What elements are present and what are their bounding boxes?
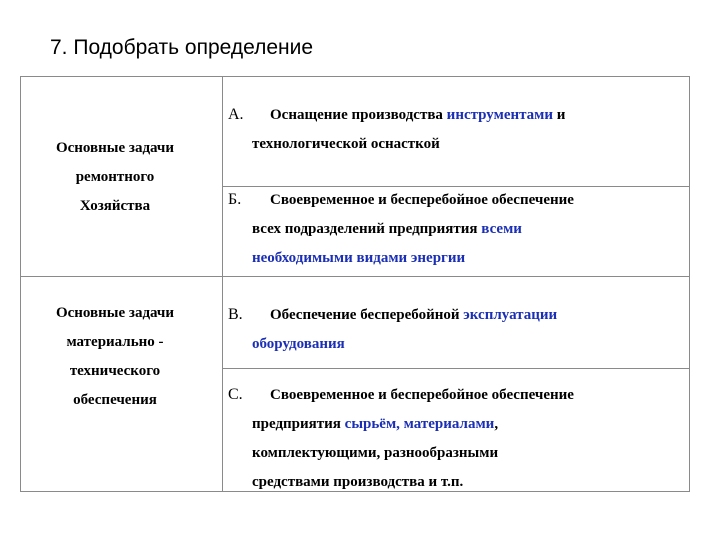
left-group-line: материально - xyxy=(66,334,164,350)
highlighted-term: оборудования xyxy=(252,336,345,352)
left-group-line: Основные задачи xyxy=(55,305,175,321)
definition-line xyxy=(228,300,684,330)
definition-line xyxy=(228,185,684,215)
definition-b xyxy=(228,185,684,273)
definition-line xyxy=(228,410,684,439)
definition-text: Своевременное и бесперебойное обеспечение xyxy=(270,192,574,208)
definition-letter: А. xyxy=(228,106,244,123)
definition-text: Своевременное и бесперебойное обеспечение xyxy=(270,387,574,403)
definition-text: Оснащение производства xyxy=(270,107,447,123)
definition-line xyxy=(228,439,684,468)
definition-line xyxy=(228,380,684,410)
definition-text: комплектующими, разнообразными xyxy=(252,445,499,461)
definition-text: всех подразделений предприятия xyxy=(252,221,482,237)
column-divider xyxy=(222,76,223,492)
definition-line xyxy=(228,130,684,159)
left-group-line: Основные задачи xyxy=(55,140,175,156)
left-group-supply xyxy=(30,299,200,415)
slide-title: 7. Подобрать определение xyxy=(50,36,314,59)
highlighted-term: сырьём, материалами xyxy=(344,416,495,432)
definition-letter: Б. xyxy=(228,191,242,208)
definition-text: предприятия xyxy=(252,416,345,432)
definition-line xyxy=(228,215,684,244)
definition-line xyxy=(228,468,684,497)
left-group-line: Хозяйства xyxy=(79,198,151,214)
definition-letter: В. xyxy=(228,306,243,323)
left-group-line: ремонтного xyxy=(75,169,155,185)
row-divider-2 xyxy=(20,276,690,277)
definition-line xyxy=(228,100,684,130)
left-group-line: обеспечения xyxy=(73,392,157,408)
row-divider-3 xyxy=(222,368,690,369)
definition-a xyxy=(228,100,684,159)
definition-letter: С. xyxy=(228,386,243,403)
definition-text: , xyxy=(494,416,499,432)
highlighted-term: инструментами xyxy=(446,107,554,123)
definition-text: технологической оснасткой xyxy=(252,136,440,152)
definition-c xyxy=(228,380,684,497)
left-group-repair xyxy=(30,134,200,221)
highlighted-term: необходимыми видами энергии xyxy=(252,250,466,266)
definition-line xyxy=(228,244,684,273)
definition-text: средствами производства и т.п. xyxy=(252,474,464,490)
definition-text: Обеспечение бесперебойной xyxy=(270,307,464,323)
left-group-line: технического xyxy=(69,363,161,379)
definition-line xyxy=(228,330,684,359)
definition-v xyxy=(228,300,684,359)
highlighted-term: эксплуатации xyxy=(463,307,558,323)
highlighted-term: всеми xyxy=(481,221,522,237)
definition-text: и xyxy=(553,107,566,123)
